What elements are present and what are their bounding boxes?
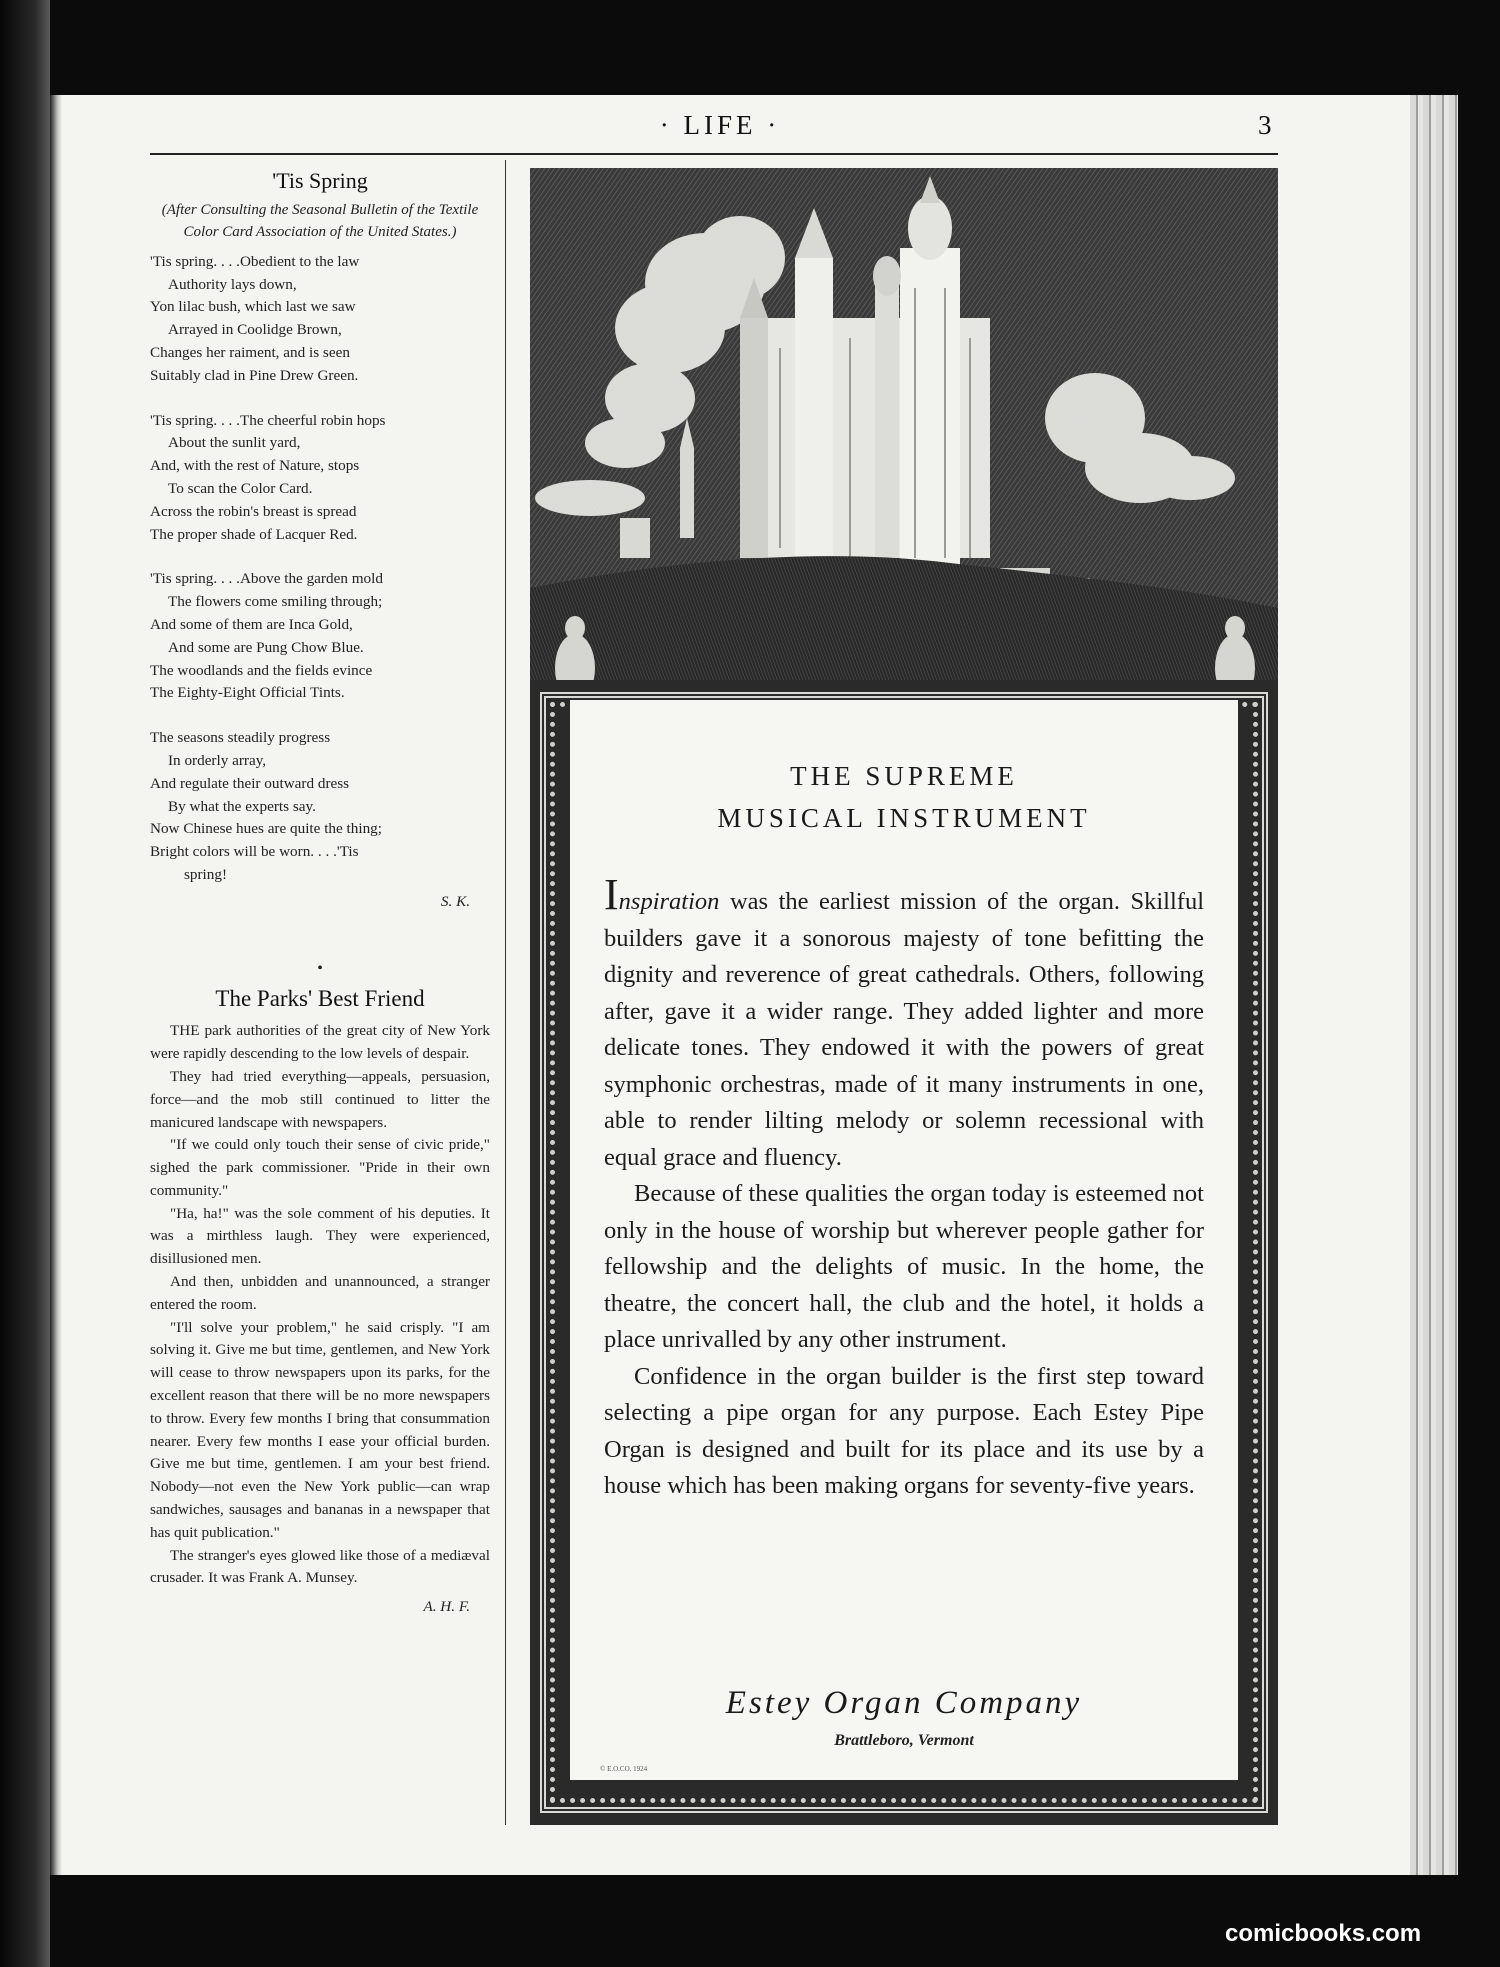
watermark: comicbooks.com [1225,1920,1422,1947]
column-rule [505,160,506,1825]
poem-line: And, with the rest of Nature, stops [150,457,360,475]
poem-line: And regulate their outward dress [150,774,350,792]
poem-title: 'Tis Spring [272,168,368,193]
ad-lead-word: nspiration [618,888,720,915]
story-paragraph: "If we could only touch their sense of civic pride," sighed the park commissioner. "Pride in their own community." [150,1136,490,1199]
story-signature: A. H. F. [423,1598,470,1616]
story-paragraph: They had tried everything—appeals, persuasion, force—and the mob still continued to litter the manicured landscape with newspapers. [150,1067,490,1131]
story-paragraph: The stranger's eyes glowed like those of a mediæval crusader. It was Frank A. Munsey. [150,1546,490,1587]
ad-paragraph [604,870,1204,1176]
ad-text-panel [570,700,1238,1780]
poem-line: 'Tis spring. . . .Above the garden mold [150,570,383,588]
poem-line: The flowers come smiling through; [168,593,383,611]
poem-line: In orderly array, [168,751,267,769]
story-body [150,1020,490,1590]
page-number: 3 [1258,110,1272,140]
page-gutter-shadow [50,95,62,1875]
poem-subtitle: (After Consulting the Seasonal Bulletin of the Textile Color Card Association of the United States.) [161,201,479,240]
separator-dot: • [317,959,323,977]
poem-line: Now Chinese hues are quite the thing; [150,820,382,838]
poem-stanza [150,568,490,705]
ad-heading-line2: MUSICAL INSTRUMENT [717,803,1091,833]
poem-line: The proper shade of Lacquer Red. [150,525,358,543]
story-paragraph: "I'll solve your problem," he said crisply. "I am solving it. Give me but time, gentlemen, and New York will cease to throw newspapers upon its parks, for the excellent reason that there will be no more newspapers to throw. Every few months I bring that consummation nearer. Every few months I ease your official burden. Give me but time, gentlemen. I am your best friend. Nobody—not even the New York public—can wrap sandwiches, sausages and bananas in a newspaper that has quit publication." [150,1318,490,1541]
ad-paragraph-text: was the earliest mission of the organ. Skillful builders gave it a sonorous majesty of tone befitting the dignity and reverence of great cathedrals. Others, following after, gave it a wider range. They added lighter and more delicate tones. They endowed it with the powers of great symphonic orchestras, made of it many instruments in one, able to render lilting melody or solemn recessional with equal grace and fluency. [604,888,1204,1171]
poem-signature: S. K. [440,892,470,910]
poem-line: Yon lilac bush, which last we saw [150,298,356,316]
poem-line: 'Tis spring. . . .Obedient to the law [150,252,360,270]
poem-stanza [150,410,490,547]
poem-line: Across the robin's breast is spread [150,502,357,520]
story-title: The Parks' Best Friend [215,985,425,1011]
left-gutter-shadow [0,0,50,1967]
poem-line: The seasons steadily progress [150,729,331,747]
poem-line: The Eighty-Eight Official Tints. [150,684,345,702]
poem-stanza [150,727,490,887]
poem-line: Suitably clad in Pine Drew Green. [150,366,359,384]
poem-line: About the sunlit yard, [168,434,301,452]
running-head: · LIFE · [659,110,781,140]
poem-line: The woodlands and the fields evince [150,661,373,679]
section-spacer [150,914,490,954]
poem-line: Authority lays down, [168,275,297,293]
cathedral-illustration [530,168,1278,740]
left-column [150,168,490,1619]
page-edges [1410,95,1458,1875]
poem-stanza [150,251,490,388]
ad-heading-line1: THE SUPREME [790,761,1018,791]
ad-paragraph: Confidence in the organ builder is the first step toward selecting a pipe organ for any purpose. Each Estey Pipe Organ is designed and built for its place and its use by a house which has been making organs for seventy-five years. [604,1362,1204,1499]
poem-line: Arrayed in Coolidge Brown, [168,321,342,339]
ad-paragraph: Because of these qualities the organ today is esteemed not only in the house of worship but wherever people gather for fellowship and the delights of music. In the home, the theatre, the concert hall, the club and the hotel, it holds a place unrivalled by any other instrument. [604,1180,1204,1353]
poem-line: And some of them are Inca Gold, [150,615,353,633]
ad-body [604,870,1204,1505]
story-paragraph: "Ha, ha!" was the sole comment of his deputies. It was a mirthless laugh. They were experienced, disillusioned men. [150,1204,490,1268]
poem-line: 'Tis spring. . . .The cheerful robin hops [150,411,386,429]
poem-line: To scan the Color Card. [168,479,313,497]
illustration-credit: © E.O.CO. 1924 [600,1765,648,1773]
ad-company-location: Brattleboro, Vermont [834,1732,974,1749]
drop-cap: I [604,870,619,919]
cathedral-engraving [530,168,1278,740]
poem-line: Bright colors will be worn. . . .'Tis [150,843,359,861]
poem-line: And some are Pung Chow Blue. [168,638,364,656]
story-paragraph: THE park authorities of the great city of New York were rapidly descending to the low levels of despair. [150,1022,490,1063]
story-paragraph: And then, unbidden and unannounced, a stranger entered the room. [150,1273,490,1313]
poem-line: spring! [184,865,228,883]
header-rule [150,153,1278,155]
poem-line: By what the experts say. [168,797,316,815]
ad-company-name: Estey Organ Company [725,1685,1083,1721]
ad-heading [570,755,1238,839]
poem-line: Changes her raiment, and is seen [150,343,350,361]
